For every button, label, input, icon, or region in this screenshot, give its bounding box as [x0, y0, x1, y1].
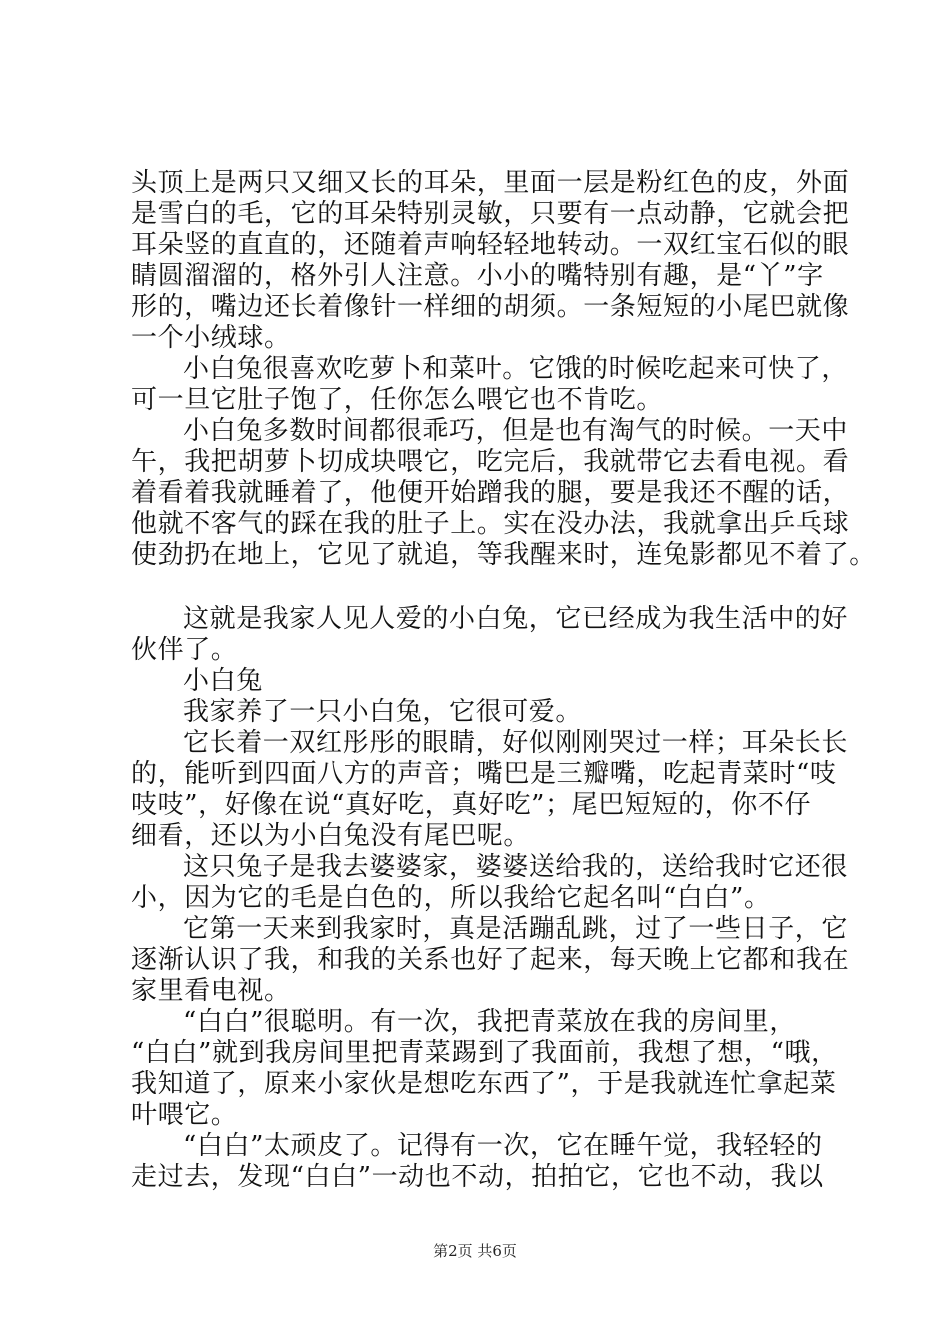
text-line: 小，因为它的毛是白色的，所以我给它起名叫“白白”。: [131, 883, 771, 913]
text-line: 我知道了，原来小家伙是想吃东西了”，于是我就连忙拿起菜: [131, 1069, 837, 1099]
text-line: 他就不客气的踩在我的肚子上。实在没办法，我就拿出乒乓球: [131, 509, 850, 539]
paragraph-start-line: “白白”太顽皮了。记得有一次，它在睡午觉，我轻轻的: [183, 1131, 823, 1161]
text-line: 可一旦它肚子饱了，任你怎么喂它也不肯吃。: [131, 385, 664, 415]
text-line: 头顶上是两只又细又长的耳朵，里面一层是粉红色的皮，外面: [131, 168, 850, 198]
text-line: 使劲扔在地上，它见了就追，等我醒来时，连兔影都见不着了。: [131, 540, 876, 570]
text-line: 耳朵竖的直直的，还随着声响轻轻地转动。一双红宝石似的眼: [131, 230, 850, 260]
body-text: [131, 168, 876, 1193]
text-line: 形的，嘴边还长着像针一样细的胡须。一条短短的小尾巴就像: [131, 292, 850, 322]
page-footer: 第2页 共6页: [433, 1242, 517, 1260]
text-line: 走过去，发现“白白”一动也不动，拍拍它，它也不动，我以: [131, 1162, 824, 1192]
paragraph-start-line: 这就是我家人见人爱的小白兔，它已经成为我生活中的好: [183, 604, 849, 634]
text-line: 睛圆溜溜的，格外引人注意。小小的嘴特别有趣，是“丫”字: [131, 261, 824, 291]
paragraph-start-line: 小白兔很喜欢吃萝卜和菜叶。它饿的时候吃起来可快了，: [183, 354, 849, 384]
text-line: 叶喂它。: [131, 1100, 238, 1130]
paragraph-start-line: “白白”很聪明。有一次，我把青菜放在我的房间里，: [183, 1007, 796, 1037]
text-line: 家里看电视。: [131, 976, 291, 1006]
paragraph-start-line: 我家养了一只小白兔，它很可爱。: [183, 697, 583, 727]
text-line: 伙伴了。: [131, 635, 238, 665]
text-line: 细看，还以为小白兔没有尾巴呢。: [131, 821, 531, 851]
text-line: 的，能听到四面八方的声音；嘴巴是三瓣嘴，吃起青菜时“吱: [131, 759, 837, 789]
paragraph-start-line: 小白兔多数时间都很乖巧，但是也有淘气的时候。一天中: [183, 416, 849, 446]
text-line: 是雪白的毛，它的耳朵特别灵敏，只要有一点动静，它就会把: [131, 199, 850, 229]
text-line: 午，我把胡萝卜切成块喂它，吃完后，我就带它去看电视。看: [131, 447, 850, 477]
text-line: 逐渐认识了我，和我的关系也好了起来，每天晚上它都和我在: [131, 945, 850, 975]
text-line: 吱吱”，好像在说“真好吃，真好吃”；尾巴短短的，你不仔: [131, 790, 812, 820]
section-title: 小白兔: [183, 666, 263, 696]
text-line: “白白”就到我房间里把青菜踢到了我面前，我想了想，“哦，: [131, 1038, 838, 1068]
text-line: 一个小绒球。: [131, 323, 291, 353]
text-line: 着看着我就睡着了，他便开始蹭我的腿，要是我还不醒的话，: [131, 478, 850, 508]
paragraph-start-line: 它第一天来到我家时，真是活蹦乱跳，过了一些日子，它: [183, 914, 849, 944]
blank-line: [131, 571, 836, 604]
paragraph-start-line: 它长着一双红彤彤的眼睛，好似刚刚哭过一样；耳朵长长: [183, 728, 849, 758]
paragraph-start-line: 这只兔子是我去婆婆家，婆婆送给我的，送给我时它还很: [183, 852, 849, 882]
